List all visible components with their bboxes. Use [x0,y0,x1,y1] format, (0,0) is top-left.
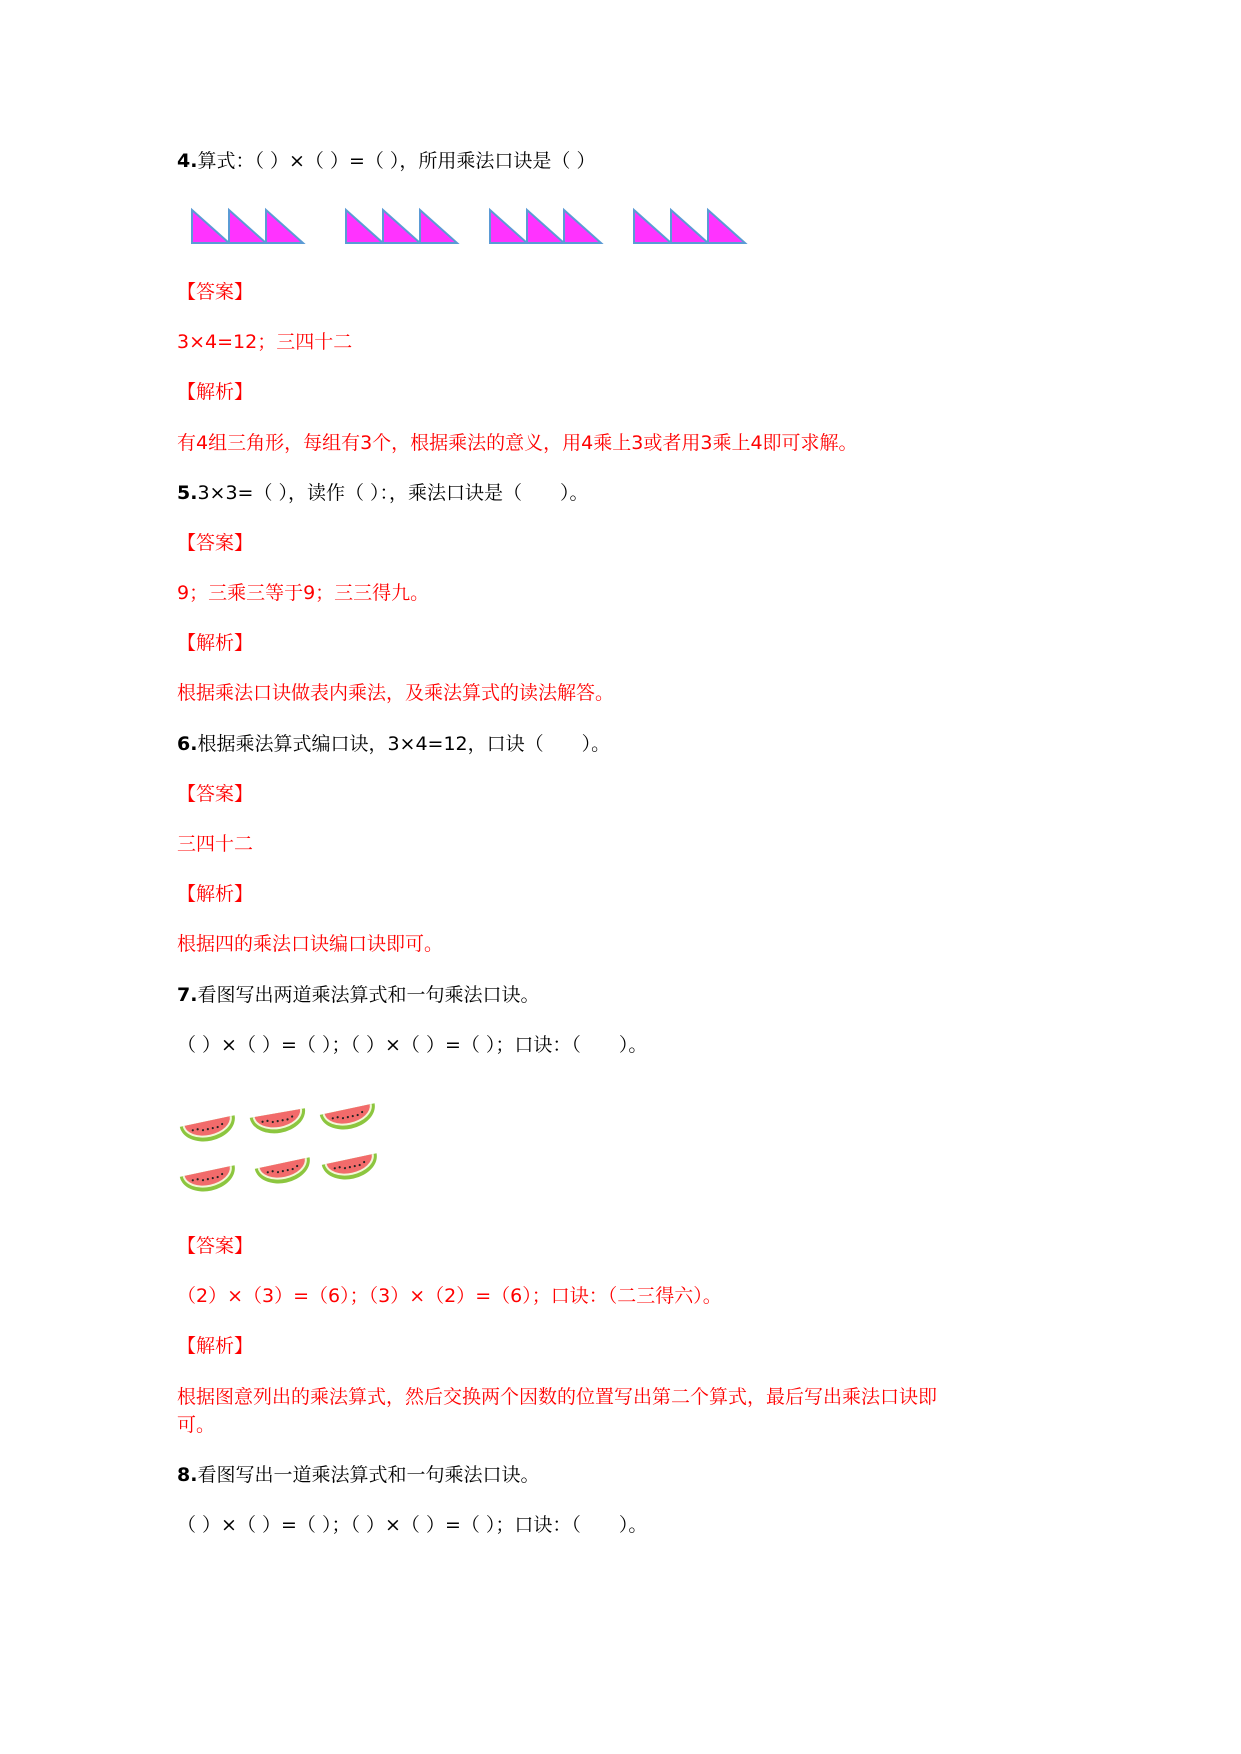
q6-text: 根据乘法算式编口诀，3×4=12，口诀（ ）。 [197,733,611,755]
q7-watermelon-figure [178,1095,398,1205]
q7-text: 看图写出两道乘法算式和一句乘法口诀。 [197,984,540,1006]
q5-analysis-tag: 【解析】 [177,632,254,654]
q4-answer-tag: 【答案】 [177,281,254,303]
triangle-shape [266,210,303,243]
watermelon-slice [322,1153,381,1184]
q4-text: 算式：（ ）×（ ）=（ ），所用乘法口诀是（ ） [197,150,596,172]
triangle-shape [383,210,420,243]
q7-analysis-line2: 可。 [177,1414,216,1436]
triangle-shape [420,210,457,243]
q7-answer-tag: 【答案】 [177,1235,254,1257]
triangle-shape [708,210,745,243]
q8-number: 8. [177,1464,198,1486]
q7-number: 7. [177,984,198,1006]
watermelon-slice [250,1108,309,1137]
q4-triangles-figure [190,207,760,247]
q6-answer-tag: 【答案】 [177,783,254,805]
q4-analysis-tag: 【解析】 [177,381,254,403]
q8-text: 看图写出一道乘法算式和一句乘法口诀。 [197,1464,540,1486]
triangle-shape [564,210,601,243]
q5-answer: 9；三乘三等于9；三三得九。 [177,582,430,604]
triangle-shape [346,210,383,243]
q7-analysis-line1: 根据图意列出的乘法算式，然后交换两个因数的位置写出第二个算式，最后写出乘法口诀即 [177,1386,938,1408]
watermelon-slice [180,1165,239,1196]
q5-text: 3×3=（ ），读作（ ）：，乘法口诀是（ ）。 [197,482,589,504]
q8-blank: （ ）×（ ）=（ ）；（ ）×（ ）=（ ）；口诀：（ ）。 [177,1514,648,1536]
q7-answer: （2）×（3）=（6）；（3）×（2）=（6）；口诀：（二三得六）。 [177,1285,722,1307]
triangle-shape [671,210,708,243]
triangle-shape [527,210,564,243]
triangle-shape [490,210,527,243]
q7-analysis-tag: 【解析】 [177,1335,254,1357]
q5-answer-tag: 【答案】 [177,532,254,554]
q6-number: 6. [177,733,198,755]
q5-question [177,480,589,506]
q7-blank: （ ）×（ ）=（ ）；（ ）×（ ）=（ ）；口诀：（ ）。 [177,1034,648,1056]
q8-question [177,1462,539,1488]
triangle-shape [634,210,671,243]
q6-question [177,731,610,757]
q4-analysis: 有4组三角形，每组有3个，根据乘法的意义，用4乘上3或者用3乘上4即可求解。 [177,432,858,454]
watermelon-slice [255,1157,314,1188]
q5-number: 5. [177,482,198,504]
q6-analysis: 根据四的乘法口诀编口诀即可。 [177,933,444,955]
triangle-shape [192,210,229,243]
q6-answer: 三四十二 [177,833,254,855]
triangle-shape [229,210,266,243]
q4-question [177,148,595,174]
q4-answer: 3×4=12；三四十二 [177,331,353,353]
q4-number: 4. [177,150,198,172]
q7-question [177,982,539,1008]
q6-analysis-tag: 【解析】 [177,883,254,905]
watermelon-slice [320,1103,379,1134]
watermelon-slice [180,1115,239,1146]
q5-analysis: 根据乘法口诀做表内乘法，及乘法算式的读法解答。 [177,682,615,704]
